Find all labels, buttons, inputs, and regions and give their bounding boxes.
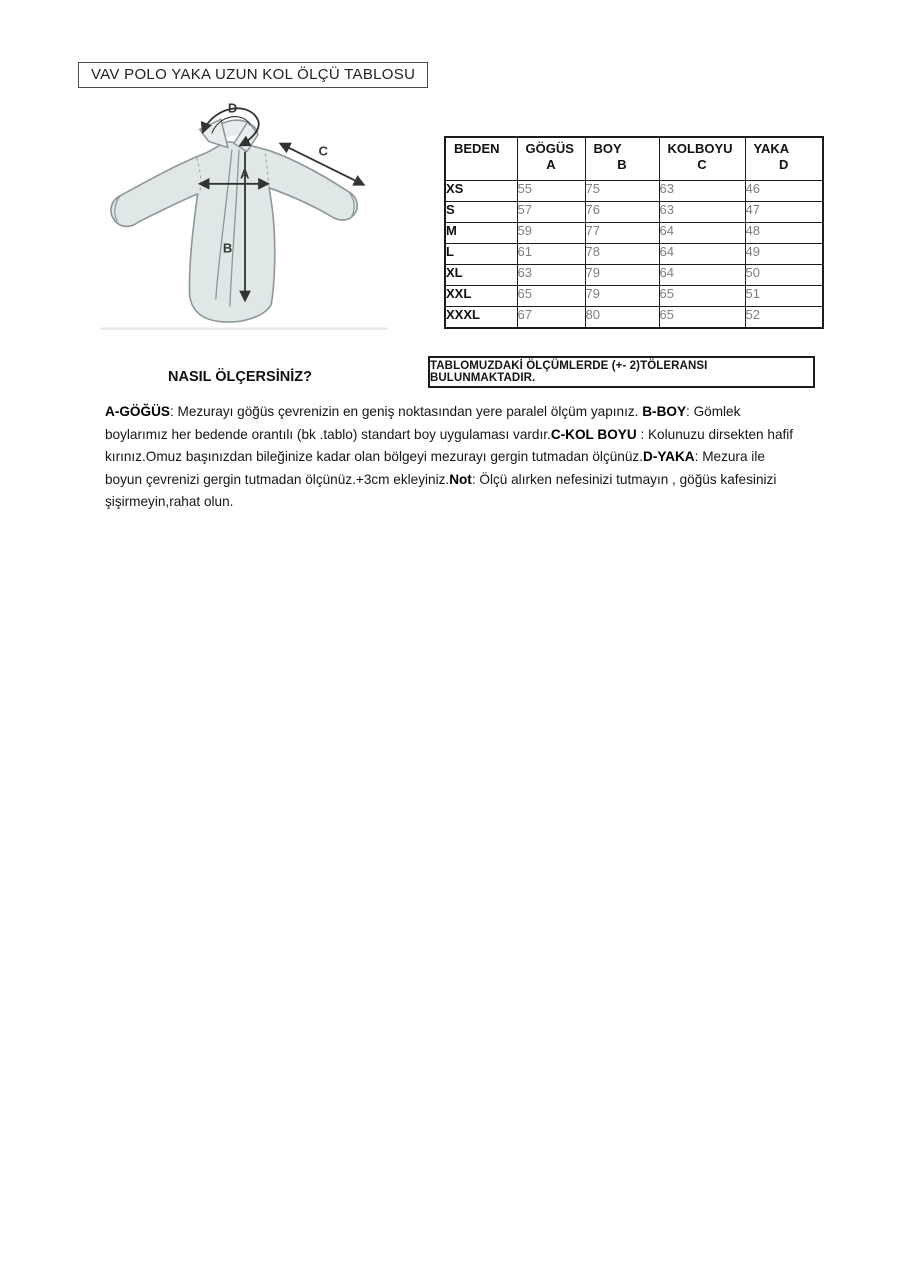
measure-text-run: : Kolunuzu dirsekten hafif kırınız.Omuz başınızdan bileğinize kadar olan bölgeyi mezurayı gergin tutmadan ölçünüz. xyxy=(105,426,794,465)
measurement-value: 63 xyxy=(517,265,585,286)
measurement-value: 78 xyxy=(585,244,659,265)
measurement-value: 48 xyxy=(745,223,823,244)
measurement-value: 52 xyxy=(745,307,823,329)
size-label: XL xyxy=(445,265,517,286)
measurement-value: 46 xyxy=(745,181,823,202)
page-title: VAV POLO YAKA UZUN KOL ÖLÇÜ TABLOSU xyxy=(91,66,416,83)
col-header-yaka xyxy=(745,137,823,181)
size-row-s xyxy=(445,202,823,223)
col-header-kolboyu-label: KOLBOYU xyxy=(667,141,733,156)
col-header-gogus xyxy=(517,137,585,181)
measure-text-run: : Mezura ile boyun çevrenizi gergin tutmadan ölçünüz.+3cm ekleyiniz. xyxy=(105,449,765,487)
size-label: XXXL xyxy=(445,307,517,329)
tolerance-note-box xyxy=(428,356,815,388)
col-header-boy-letter: B xyxy=(617,157,627,172)
measurement-value: 47 xyxy=(745,202,823,223)
length-label: B xyxy=(222,240,233,256)
col-header-kolboyu-letter: C xyxy=(697,157,707,172)
size-row-xxxl xyxy=(445,307,823,329)
col-header-gogus-letter: A xyxy=(546,157,556,172)
size-label: XXL xyxy=(445,286,517,307)
measurement-value: 77 xyxy=(585,223,659,244)
col-header-beden-label: BEDEN xyxy=(454,141,500,156)
measurement-value: 59 xyxy=(517,223,585,244)
col-header-yaka-letter: D xyxy=(779,157,789,172)
measurement-value: 64 xyxy=(659,223,745,244)
measure-text-run: : Gömlek boylarımız her bedende orantılı (bk .tablo) standart boy uygulaması vardır. xyxy=(105,404,741,442)
measurement-value: 65 xyxy=(659,286,745,307)
measure-text-run: : Ölçü alırken nefesinizi tutmayın , göğüs kafesinizi şişirmeyin,rahat olun. xyxy=(105,471,777,510)
size-table xyxy=(444,136,824,329)
measurement-value: 49 xyxy=(745,244,823,265)
sleeve-label: C xyxy=(318,143,328,159)
measure-text-run: : Mezurayı göğüs çevrenizin en geniş noktasından yere paralel ölçüm yapınız. xyxy=(169,404,643,419)
measure-term: C-KOL BOYU xyxy=(550,426,641,442)
measurement-value: 55 xyxy=(517,181,585,202)
measurement-value: 65 xyxy=(659,307,745,329)
how-to-measure-heading: NASIL ÖLÇERSİNİZ? xyxy=(168,369,312,385)
measurement-value: 64 xyxy=(659,265,745,286)
size-row-l xyxy=(445,244,823,265)
col-header-yaka-label: YAKA xyxy=(753,141,790,156)
col-header-gogus-label: GÖGÜS xyxy=(525,141,574,156)
measure-instructions xyxy=(105,401,805,514)
size-label: L xyxy=(445,244,517,265)
col-header-beden xyxy=(445,137,517,181)
measurement-value: 75 xyxy=(585,181,659,202)
size-label: XS xyxy=(445,181,517,202)
measurement-value: 79 xyxy=(585,265,659,286)
shirt-measurement-diagram xyxy=(98,98,390,332)
title-box xyxy=(78,62,428,88)
size-table-container xyxy=(444,136,824,329)
size-row-xs xyxy=(445,181,823,202)
measurement-value: 67 xyxy=(517,307,585,329)
measurement-value: 57 xyxy=(517,202,585,223)
col-header-boy xyxy=(585,137,659,181)
measure-term: Not xyxy=(449,471,472,487)
measurement-value: 50 xyxy=(745,265,823,286)
measure-term: A-GÖĞÜS xyxy=(105,404,170,419)
col-header-kolboyu xyxy=(659,137,745,181)
size-label: M xyxy=(445,223,517,244)
measure-term: B-BOY xyxy=(642,404,687,419)
measurement-value: 76 xyxy=(585,202,659,223)
measurement-value: 63 xyxy=(659,181,745,202)
measurement-value: 80 xyxy=(585,307,659,329)
size-label: S xyxy=(445,202,517,223)
measurement-value: 79 xyxy=(585,286,659,307)
measurement-value: 61 xyxy=(517,244,585,265)
measurement-value: 51 xyxy=(745,286,823,307)
measure-term: D-YAKA xyxy=(643,449,695,465)
tolerance-note-text: TABLOMUZDAKİ ÖLÇÜMLERDE (+- 2)TÖLERANSI BULUNMAKTADIR. xyxy=(430,360,708,384)
measurement-value: 64 xyxy=(659,244,745,265)
size-row-xl xyxy=(445,265,823,286)
size-table-header-row xyxy=(445,137,823,181)
collar-label: D xyxy=(227,100,238,116)
chest-label: A xyxy=(239,166,250,182)
col-header-boy-label: BOY xyxy=(593,141,622,156)
size-row-m xyxy=(445,223,823,244)
size-table-body xyxy=(445,181,823,329)
size-row-xxl xyxy=(445,286,823,307)
measurement-value: 63 xyxy=(659,202,745,223)
measurement-value: 65 xyxy=(517,286,585,307)
